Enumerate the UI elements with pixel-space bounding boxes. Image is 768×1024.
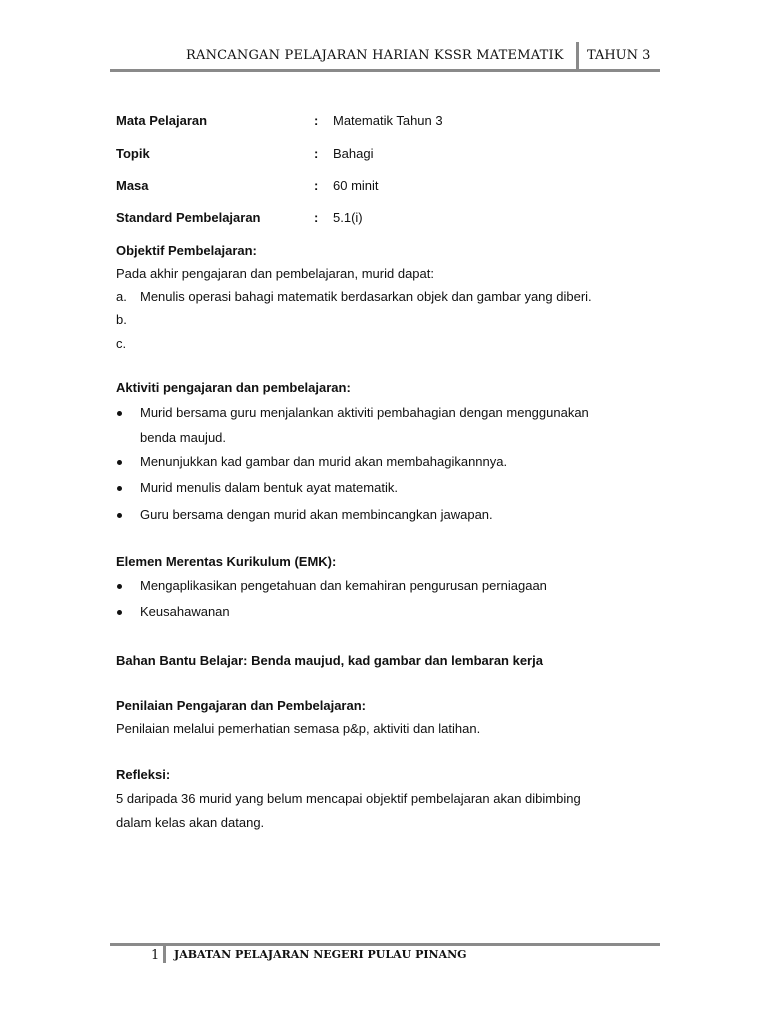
info-colon: : [314, 113, 319, 128]
activity-text: Guru bersama dengan murid akan membincangkan jawapan. [140, 507, 493, 522]
materials-line: Bahan Bantu Belajar: Benda maujud, kad gambar dan lembaran kerja [116, 653, 543, 668]
info-label: Standard Pembelajaran [116, 210, 261, 225]
header-title: RANCANGAN PELAJARAN HARIAN KSSR MATEMATIK [186, 48, 564, 63]
footer-rule [110, 943, 660, 946]
info-value: 60 minit [333, 178, 379, 193]
activity-text: Murid bersama guru menjalankan aktiviti pembahagian dengan menggunakan [140, 405, 589, 420]
objective-letter: c. [116, 336, 127, 351]
info-colon: : [314, 146, 319, 161]
assessment-heading: Penilaian Pengajaran dan Pembelajaran: [116, 698, 366, 713]
header-year: TAHUN 3 [587, 48, 651, 63]
page-number: 1 [151, 948, 160, 963]
activity-text: Menunjukkan kad gambar dan murid akan membahagikannnya. [140, 454, 508, 469]
activity-text: benda maujud. [140, 430, 227, 445]
info-value: Matematik Tahun 3 [333, 113, 443, 128]
info-value: 5.1(i) [333, 210, 363, 225]
header-rule [110, 69, 660, 72]
objective-heading: Objektif Pembelajaran: [116, 243, 257, 258]
footer-department: JABATAN PELAJARAN NEGERI PULAU PINANG [174, 948, 467, 961]
header-divider [576, 42, 579, 72]
info-colon: : [314, 210, 319, 225]
info-label: Masa [116, 178, 149, 193]
reflection-line-1: 5 daripada 36 murid yang belum mencapai objektif pembelajaran akan dibimbing [116, 791, 581, 806]
reflection-line-2: dalam kelas akan datang. [116, 815, 265, 830]
assessment-text: Penilaian melalui pemerhatian semasa p&p, aktiviti dan latihan. [116, 721, 481, 736]
emk-text: Keusahawanan [140, 604, 230, 619]
objective-intro: Pada akhir pengajaran dan pembelajaran, murid dapat: [116, 266, 434, 281]
emk-text: Mengaplikasikan pengetahuan dan kemahiran pengurusan perniagaan [140, 578, 547, 593]
reflection-heading: Refleksi: [116, 767, 171, 782]
objective-letter: b. [116, 312, 127, 327]
info-colon: : [314, 178, 319, 193]
info-label: Topik [116, 146, 150, 161]
activity-text: Murid menulis dalam bentuk ayat matematik. [140, 480, 398, 495]
activities-heading: Aktiviti pengajaran dan pembelajaran: [116, 380, 351, 395]
objective-letter: a. [116, 289, 127, 304]
footer-divider [163, 945, 166, 963]
objective-text: Menulis operasi bahagi matematik berdasarkan objek dan gambar yang diberi. [140, 289, 592, 304]
emk-heading: Elemen Merentas Kurikulum (EMK): [116, 554, 337, 569]
page-header [110, 44, 660, 72]
info-value: Bahagi [333, 146, 374, 161]
info-label: Mata Pelajaran [116, 113, 208, 128]
